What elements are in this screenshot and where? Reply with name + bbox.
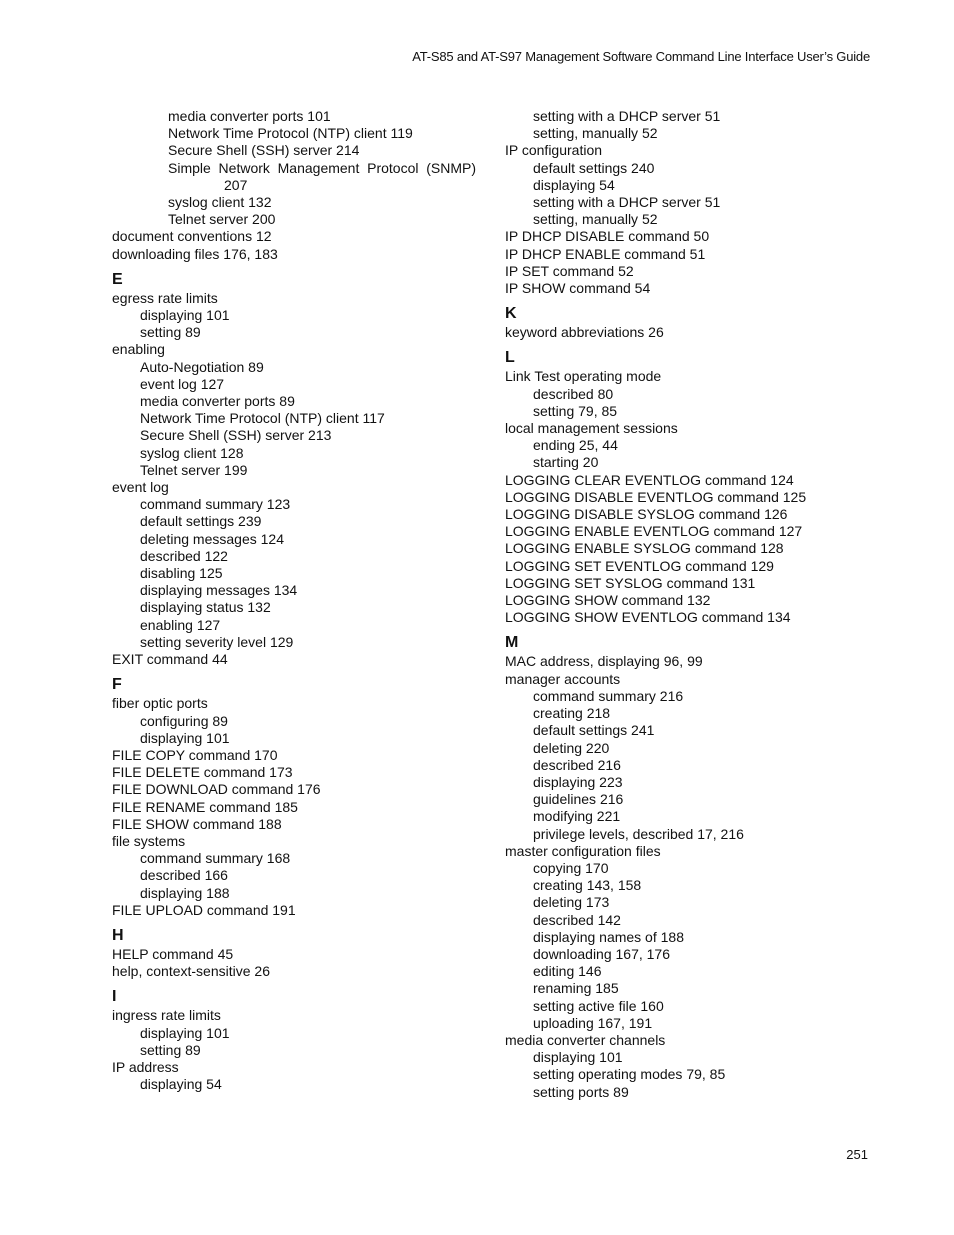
index-subentry: setting with a DHCP server 51 xyxy=(533,108,721,124)
index-subentry: displaying 54 xyxy=(533,176,615,193)
index-subentry: configuring 89 xyxy=(140,712,228,729)
index-subentry: displaying 101 xyxy=(140,307,230,324)
index-subentry: Secure Shell (SSH) server 213 xyxy=(140,427,332,444)
index-entry: help, context-sensitive 26 xyxy=(112,963,270,980)
index-entry: LOGGING ENABLE EVENTLOG command 127 xyxy=(505,523,803,540)
index-subentry: modifying 221 xyxy=(533,808,621,825)
index-subentry: command summary 168 xyxy=(140,850,291,867)
index-entry: IP DHCP ENABLE command 51 xyxy=(505,245,706,262)
index-subentry: 207 xyxy=(224,176,248,193)
index-subentry: default settings 240 xyxy=(533,159,655,176)
index-subentry: displaying status 132 xyxy=(140,599,271,616)
index-subentry: Auto-Negotiation 89 xyxy=(140,358,264,375)
index-subentry: enabling 127 xyxy=(140,616,221,633)
index-subentry: deleting 220 xyxy=(533,739,610,756)
index-subentry: described 122 xyxy=(140,547,228,564)
index-subentry: renaming 185 xyxy=(533,980,619,997)
index-subentry: Network Time Protocol (NTP) client 119 xyxy=(168,125,413,142)
index-entry: keyword abbreviations 26 xyxy=(505,324,664,341)
index-subentry: copying 170 xyxy=(533,859,609,876)
index-subentry: described 80 xyxy=(533,385,614,402)
index-subentry: setting 79, 85 xyxy=(533,402,618,419)
index-entry: LOGGING DISABLE SYSLOG command 126 xyxy=(505,506,788,523)
index-subentry: setting, manually 52 xyxy=(533,211,658,228)
index-subentry: command summary 216 xyxy=(533,687,684,704)
index-entry: LOGGING SHOW EVENTLOG command 134 xyxy=(505,609,791,626)
index-subentry: setting 89 xyxy=(140,324,201,341)
index-letter-heading: H xyxy=(112,926,124,944)
index-entry: master configuration files xyxy=(505,842,661,859)
index-subentry: disabling 125 xyxy=(140,565,223,582)
index-letter-heading: F xyxy=(112,676,122,694)
index-subentry: syslog client 132 xyxy=(168,194,272,211)
index-letter-heading: I xyxy=(112,988,117,1006)
index-entry: LOGGING SET EVENTLOG command 129 xyxy=(505,557,774,574)
index-entry: IP SET command 52 xyxy=(505,262,634,279)
index-entry: manager accounts xyxy=(505,670,621,687)
index-subentry: Simple Network Management Protocol (SNMP) xyxy=(168,159,476,176)
index-letter-heading: E xyxy=(112,270,123,288)
index-subentry: default settings 241 xyxy=(533,722,655,739)
index-entry: ingress rate limits xyxy=(112,1007,221,1024)
index-subentry: uploading 167, 191 xyxy=(533,1014,653,1031)
index-subentry: Secure Shell (SSH) server 214 xyxy=(168,142,360,159)
index-subentry: described 216 xyxy=(533,756,621,773)
index-column-right xyxy=(505,108,875,1101)
index-entry: downloading files 176, 183 xyxy=(112,245,278,262)
index-entry: fiber optic ports xyxy=(112,695,208,712)
index-subentry: displaying 223 xyxy=(533,773,623,790)
index-subentry: described 142 xyxy=(533,911,621,928)
index-subentry: media converter ports 89 xyxy=(140,393,295,410)
index-entry: FILE DELETE command 173 xyxy=(112,764,293,781)
index-entry: FILE DOWNLOAD command 176 xyxy=(112,781,321,798)
index-subentry: described 166 xyxy=(140,867,228,884)
index-subentry: setting severity level 129 xyxy=(140,633,294,650)
index-entry: FILE UPLOAD command 191 xyxy=(112,901,296,918)
index-subentry: deleting messages 124 xyxy=(140,530,284,547)
index-entry: EXIT command 44 xyxy=(112,651,228,668)
page-number: 251 xyxy=(846,1147,868,1162)
index-subentry: setting ports 89 xyxy=(533,1083,629,1100)
index-entry: local management sessions xyxy=(505,420,678,437)
index-entry: IP address xyxy=(112,1058,179,1075)
index-subentry: displaying 101 xyxy=(140,1024,230,1041)
index-entry: enabling xyxy=(112,341,165,358)
running-header: AT-S85 and AT-S97 Management Software Command Line Interface User’s Guide xyxy=(412,49,870,64)
index-subentry: displaying 54 xyxy=(140,1076,222,1093)
index-entry: FILE COPY command 170 xyxy=(112,746,278,763)
index-letter-heading: M xyxy=(505,634,519,652)
index-entry: IP DHCP DISABLE command 50 xyxy=(505,228,710,245)
index-entry: HELP command 45 xyxy=(112,945,234,962)
index-subentry: Telnet server 200 xyxy=(168,211,276,228)
index-subentry: default settings 239 xyxy=(140,513,262,530)
index-subentry: Network Time Protocol (NTP) client 117 xyxy=(140,410,385,427)
index-entry: LOGGING SET SYSLOG command 131 xyxy=(505,574,756,591)
index-subentry: setting with a DHCP server 51 xyxy=(533,194,721,211)
index-entry: LOGGING DISABLE EVENTLOG command 125 xyxy=(505,488,807,505)
index-subentry: event log 127 xyxy=(140,375,225,392)
index-entry: FILE RENAME command 185 xyxy=(112,798,298,815)
index-entry: Link Test operating mode xyxy=(505,368,662,385)
index-subentry: displaying names of 188 xyxy=(533,928,684,945)
index-entry: document conventions 12 xyxy=(112,228,272,245)
index-subentry: displaying 188 xyxy=(140,884,230,901)
index-entry: LOGGING SHOW command 132 xyxy=(505,592,711,609)
index-subentry: displaying 101 xyxy=(140,729,230,746)
index-entry: media converter channels xyxy=(505,1031,666,1048)
index-subentry: creating 218 xyxy=(533,705,611,722)
index-entry: IP configuration xyxy=(505,142,603,159)
index-entry: MAC address, displaying 96, 99 xyxy=(505,653,703,670)
index-letter-heading: L xyxy=(505,349,515,367)
index-subentry: privilege levels, described 17, 216 xyxy=(533,825,744,842)
index-subentry: deleting 173 xyxy=(533,894,610,911)
index-subentry: setting active file 160 xyxy=(533,997,664,1014)
index-subentry: setting 89 xyxy=(140,1041,201,1058)
index-entry: IP SHOW command 54 xyxy=(505,280,651,297)
index-subentry: syslog client 128 xyxy=(140,444,244,461)
index-subentry: setting, manually 52 xyxy=(533,125,658,142)
index-subentry: guidelines 216 xyxy=(533,791,624,808)
index-subentry: command summary 123 xyxy=(140,496,291,513)
index-subentry: setting operating modes 79, 85 xyxy=(533,1066,726,1083)
index-subentry: editing 146 xyxy=(533,963,602,980)
index-subentry: downloading 167, 176 xyxy=(533,945,671,962)
index-entry: FILE SHOW command 188 xyxy=(112,815,282,832)
index-subentry: starting 20 xyxy=(533,454,599,471)
index-entry: LOGGING ENABLE SYSLOG command 128 xyxy=(505,540,784,557)
index-subentry: creating 143, 158 xyxy=(533,877,642,894)
index-column-left xyxy=(112,108,482,1093)
index-entry: egress rate limits xyxy=(112,289,218,306)
index-subentry: media converter ports 101 xyxy=(168,108,331,124)
index-subentry: displaying 101 xyxy=(533,1049,623,1066)
index-entry: event log xyxy=(112,479,169,496)
index-entry: LOGGING CLEAR EVENTLOG command 124 xyxy=(505,471,794,488)
index-subentry: ending 25, 44 xyxy=(533,437,618,454)
index-entry: file systems xyxy=(112,832,186,849)
index-subentry: Telnet server 199 xyxy=(140,461,248,478)
index-subentry: displaying messages 134 xyxy=(140,582,298,599)
index-letter-heading: K xyxy=(505,305,517,323)
